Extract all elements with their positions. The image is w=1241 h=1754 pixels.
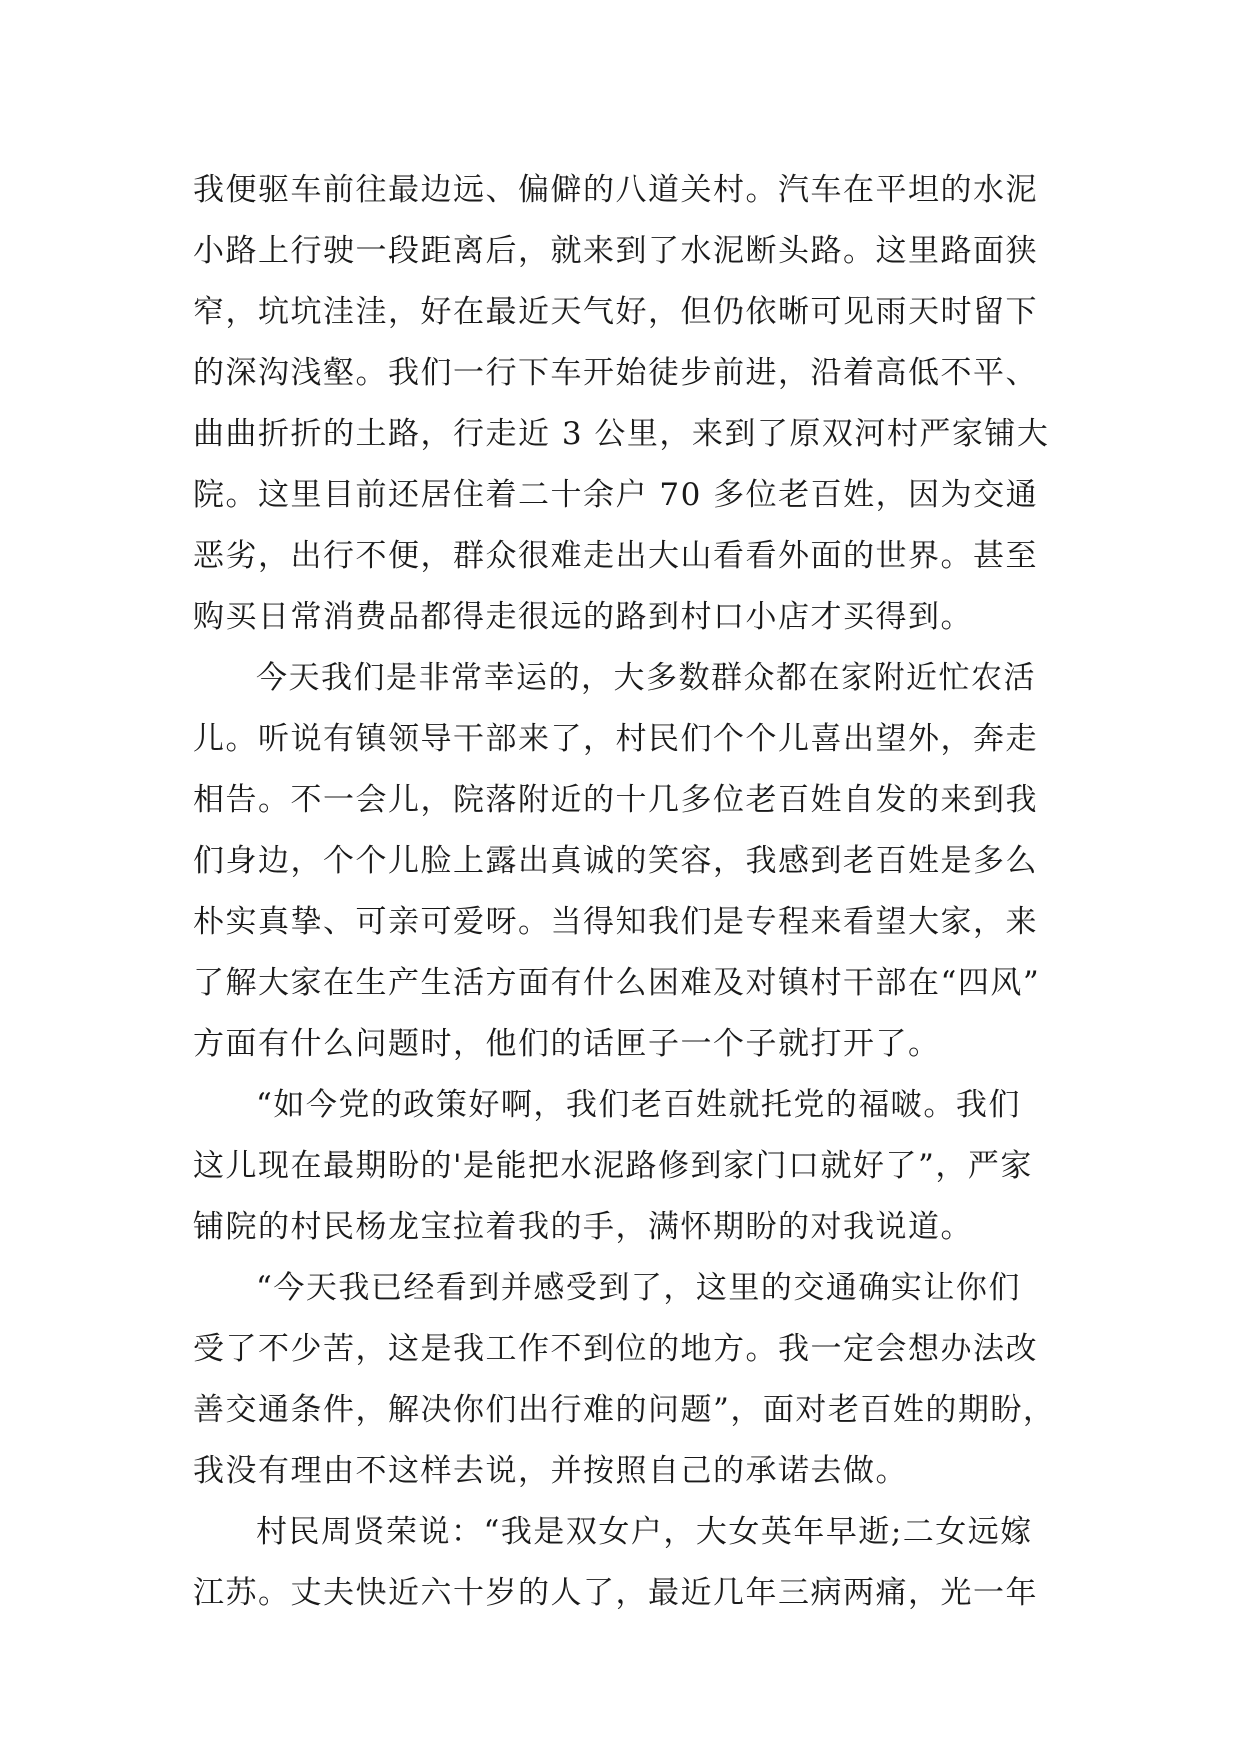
text-line: 我便驱车前往最边远、偏僻的八道关村。汽车在平坦的水泥 [193, 172, 1038, 208]
text-line: 这儿现在最期盼的'是能把水泥路修到家门口就好了”，严家 [193, 1148, 1033, 1184]
text-line: 方面有什么问题时，他们的话匣子一个子就打开了。 [193, 1026, 941, 1062]
text-line: 的深沟浅壑。我们一行下车开始徒步前进，沿着高低不平、 [193, 355, 1038, 391]
text-line: 们身边，个个儿脸上露出真诚的笑容，我感到老百姓是多么 [193, 843, 1038, 879]
text-line: 相告。不一会儿，院落附近的十几多位老百姓自发的来到我 [193, 782, 1038, 818]
text-line: 儿。听说有镇领导干部来了，村民们个个儿喜出望外，奔走 [193, 721, 1038, 757]
document-body [193, 160, 1073, 1624]
text-line: 院。这里目前还居住着二十余户 70 多位老百姓，因为交通 [193, 477, 1039, 513]
text-line: 恶劣，出行不便，群众很难走出大山看看外面的世界。甚至 [193, 538, 1038, 574]
text-line: 小路上行驶一段距离后，就来到了水泥断头路。这里路面狭 [193, 233, 1038, 269]
text-line: 了解大家在生产生活方面有什么困难及对镇村干部在“四风” [193, 965, 1041, 1001]
text-line: 朴实真挚、可亲可爱呀。当得知我们是专程来看望大家，来 [193, 904, 1038, 940]
text-line: 窄，坑坑洼洼，好在最近天气好，但仍依晰可见雨天时留下 [193, 294, 1038, 330]
paragraph-first-line: 今天我们是非常幸运的，大多数群众都在家附近忙农活 [256, 660, 1036, 696]
text-line: 我没有理由不这样去说，并按照自己的承诺去做。 [193, 1453, 908, 1489]
text-line: 善交通条件，解决你们出行难的问题”，面对老百姓的期盼， [193, 1392, 1056, 1428]
paragraph-first-line: “今天我已经看到并感受到了，这里的交通确实让你们 [256, 1270, 1021, 1306]
text-line: 受了不少苦，这是我工作不到位的地方。我一定会想办法改 [193, 1331, 1038, 1367]
text-line: 曲曲折折的土路，行走近 3 公里，来到了原双河村严家铺大 [193, 416, 1050, 452]
paragraph-first-line: “如今党的政策好啊，我们老百姓就托党的福啵。我们 [256, 1087, 1021, 1123]
text-line: 购买日常消费品都得走很远的路到村口小店才买得到。 [193, 599, 973, 635]
paragraph-first-line: 村民周贤荣说：“我是双女户，大女英年早逝;二女远嫁 [256, 1514, 1033, 1550]
text-line: 江苏。丈夫快近六十岁的人了，最近几年三病两痛，光一年 [193, 1575, 1038, 1611]
text-line: 铺院的村民杨龙宝拉着我的手，满怀期盼的对我说道。 [193, 1209, 973, 1245]
